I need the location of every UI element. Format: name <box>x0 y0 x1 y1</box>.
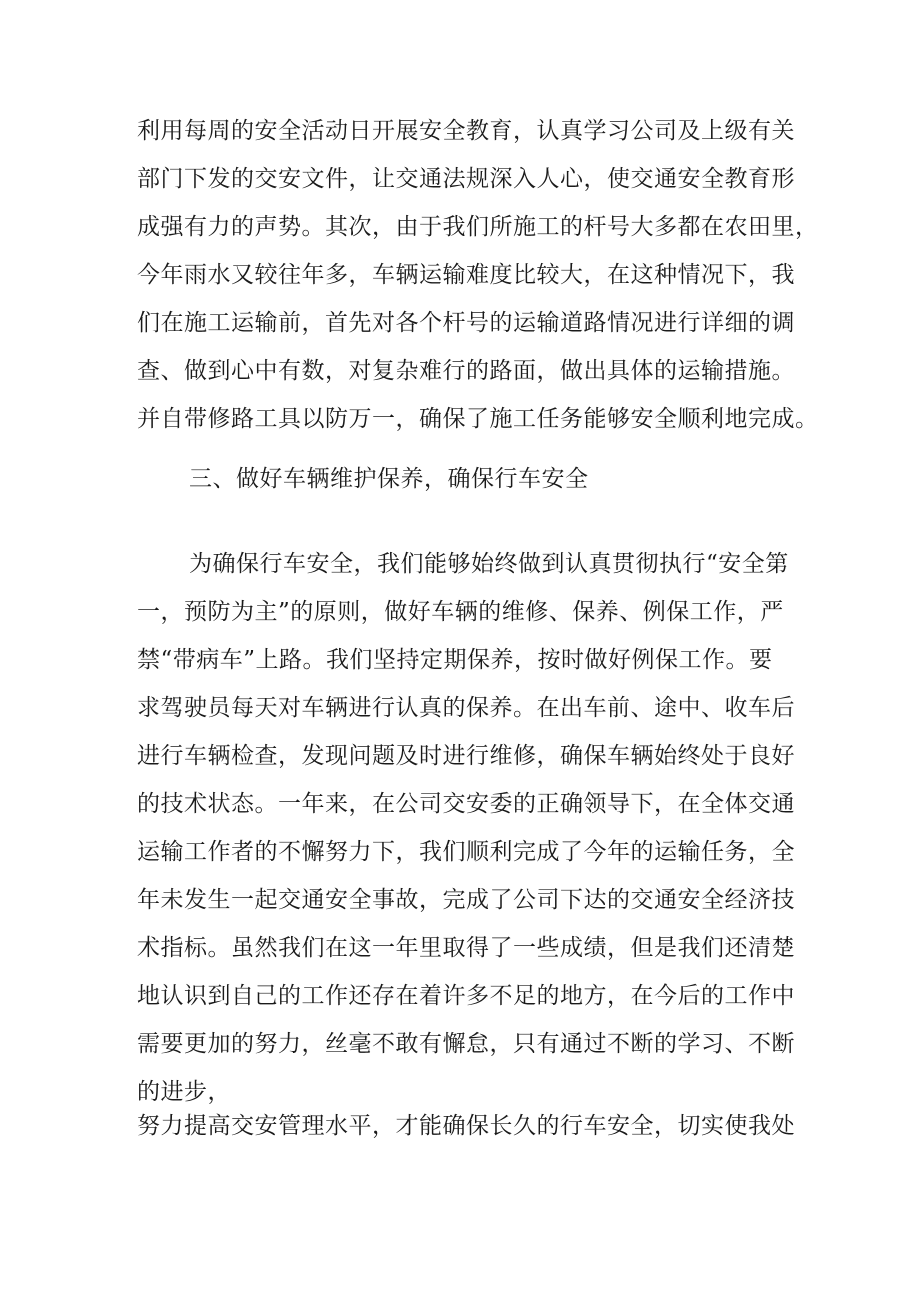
paragraph-traffic-education <box>137 107 819 443</box>
text-line: 需要更加的努力，丝毫不敢有懈怠，只有通过不断的学习、不断 <box>137 1031 795 1057</box>
text-line: 的技术状态。一年来，在公司交安委的正确领导下，在全体交通 <box>137 791 795 817</box>
text-line: 为确保行车安全，我们能够始终做到认真贯彻执行“安全第 <box>189 551 789 577</box>
text-line: 努力提高交安管理水平，才能确保长久的行车安全，切实使我处 <box>137 1113 795 1139</box>
text-line: 部门下发的交安文件，让交通法规深入人心，使交通安全教育形 <box>137 166 795 192</box>
text-line: 成强有力的声势。其次，由于我们所施工的杆号大多都在农田里， <box>137 214 819 240</box>
text-line: 进行车辆检查，发现问题及时进行维修，确保车辆始终处于良好 <box>137 743 795 769</box>
text-line: 年未发生一起交通安全事故，完成了公司下达的交通安全经济技 <box>137 887 795 913</box>
text-line: 禁“带病车”上路。我们坚持定期保养，按时做好例保工作。要 <box>137 647 773 673</box>
text-line: 一，预防为主”的原则，做好车辆的维修、保养、例保工作，严 <box>137 599 784 625</box>
text-line: 利用每周的安全活动日开展安全教育，认真学习公司及上级有关 <box>137 118 795 144</box>
paragraph-continuation <box>137 1102 797 1150</box>
text-line: 们在施工运输前，首先对各个杆号的运输道路情况进行详细的调 <box>137 310 795 336</box>
section-heading <box>137 455 797 503</box>
text-line: 地认识到自己的工作还存在着许多不足的地方，在今后的工作中 <box>137 983 795 1009</box>
section-title: 三、做好车辆维护保养，确保行车安全 <box>189 466 589 492</box>
text-line: 运输工作者的不懈努力下，我们顺利完成了今年的运输任务，全 <box>137 839 795 865</box>
text-line: 求驾驶员每天对车辆进行认真的保养。在出车前、途中、收车后 <box>137 695 795 721</box>
text-line: 今年雨水又较往年多，车辆运输难度比较大，在这种情况下，我 <box>137 262 795 288</box>
text-line: 查、做到心中有数，对复杂难行的路面，做出具体的运输措施。 <box>137 358 795 384</box>
paragraph-vehicle-maintenance <box>137 540 797 1116</box>
text-line: 并自带修路工具以防万一，确保了施工任务能够安全顺利地完成。 <box>137 406 819 432</box>
text-line: 的进步， <box>137 1079 231 1105</box>
text-line: 术指标。虽然我们在这一年里取得了一些成绩，但是我们还清楚 <box>137 935 795 961</box>
